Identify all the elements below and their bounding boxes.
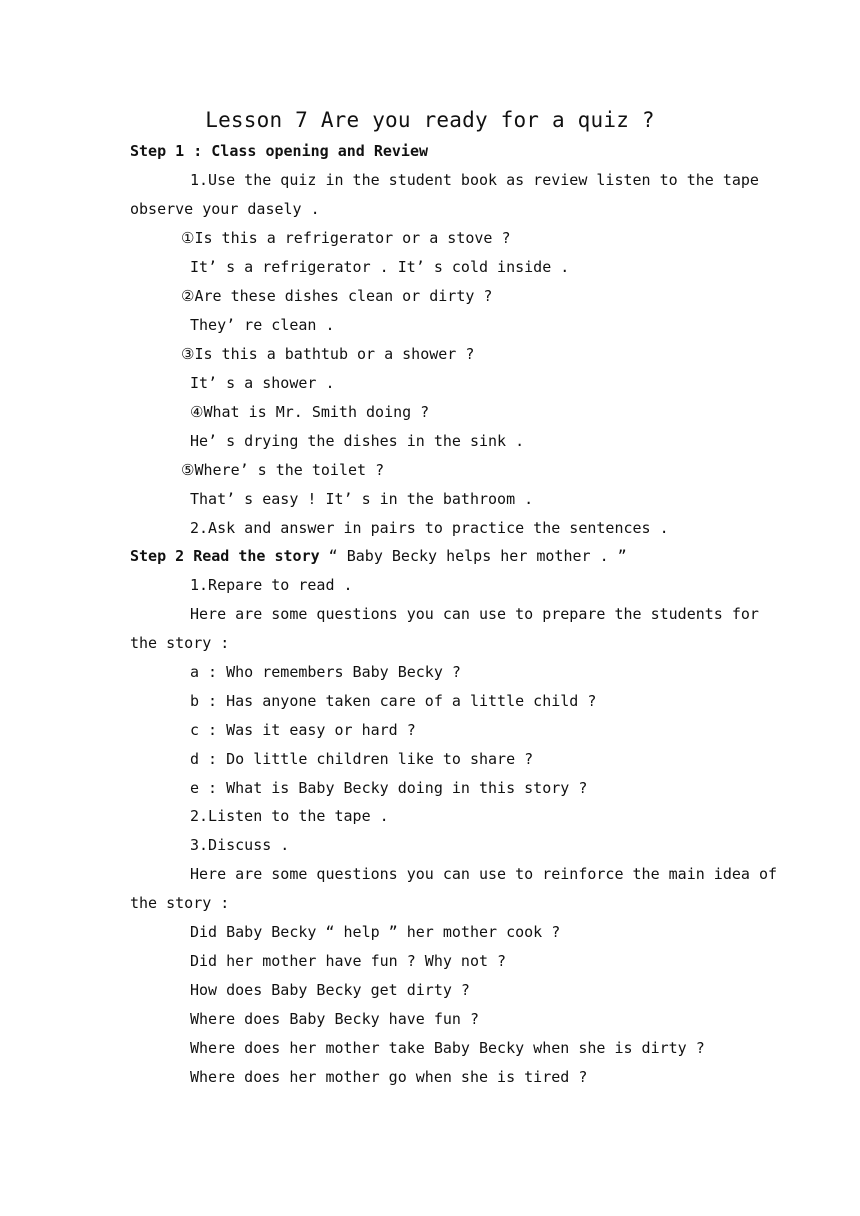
quiz-question-1: ①Is this a refrigerator or a stove ? xyxy=(181,229,511,247)
step2-reinforce-line1: Here are some questions you can use to reinforce the main idea of xyxy=(190,865,777,883)
discuss-question-2: Did her mother have fun ? Why not ? xyxy=(190,952,507,970)
discuss-question-3: How does Baby Becky get dirty ? xyxy=(190,981,470,999)
discuss-question-1: Did Baby Becky “ help ” her mother cook ? xyxy=(190,923,561,941)
step2-item3: 3.Discuss . xyxy=(190,836,290,854)
page-title: Lesson 7 Are you ready for a quiz ? xyxy=(205,108,655,132)
step2-prep-line1: Here are some questions you can use to prepare the students for xyxy=(190,605,759,623)
quiz-question-2: ②Are these dishes clean or dirty ? xyxy=(181,287,493,305)
step2-heading-bold: Step 2 Read the story xyxy=(130,547,320,565)
step1-item1-line1: 1.Use the quiz in the student book as review listen to the tape xyxy=(190,171,759,189)
quiz-question-3: ③Is this a bathtub or a shower ? xyxy=(181,345,475,363)
quiz-question-4: ④What is Mr. Smith doing ? xyxy=(190,403,430,421)
quiz-question-5: ⑤Where’ s the toilet ? xyxy=(181,461,385,479)
discuss-question-6: Where does her mother go when she is tired ? xyxy=(190,1068,588,1086)
discuss-question-4: Where does Baby Becky have fun ? xyxy=(190,1010,479,1028)
prep-question-e: e : What is Baby Becky doing in this story ? xyxy=(190,779,588,797)
quiz-answer-2: They’ re clean . xyxy=(190,316,335,334)
step2-prep-line2: the story : xyxy=(130,634,230,652)
prep-question-c: c : Was it easy or hard ? xyxy=(190,721,416,739)
quiz-answer-5: That’ s easy ! It’ s in the bathroom . xyxy=(190,490,534,508)
step1-item2: 2.Ask and answer in pairs to practice the sentences . xyxy=(190,519,669,537)
quiz-answer-1: It’ s a refrigerator . It’ s cold inside . xyxy=(190,258,570,276)
prep-question-b: b : Has anyone taken care of a little child ? xyxy=(190,692,597,710)
step2-reinforce-line2: the story : xyxy=(130,894,230,912)
prep-question-d: d : Do little children like to share ? xyxy=(190,750,534,768)
prep-question-a: a : Who remembers Baby Becky ? xyxy=(190,663,461,681)
step2-item1: 1.Repare to read . xyxy=(190,576,353,594)
quiz-answer-3: It’ s a shower . xyxy=(190,374,335,392)
step2-heading-story: “ Baby Becky helps her mother . ” xyxy=(319,547,627,565)
step2-item2: 2.Listen to the tape . xyxy=(190,807,389,825)
quiz-answer-4: He’ s drying the dishes in the sink . xyxy=(190,432,525,450)
step1-item1-line2: observe your dasely . xyxy=(130,200,320,218)
step2-heading xyxy=(130,542,740,571)
step1-heading: Step 1 : Class opening and Review xyxy=(130,142,429,160)
discuss-question-5: Where does her mother take Baby Becky when she is dirty ? xyxy=(190,1039,705,1057)
